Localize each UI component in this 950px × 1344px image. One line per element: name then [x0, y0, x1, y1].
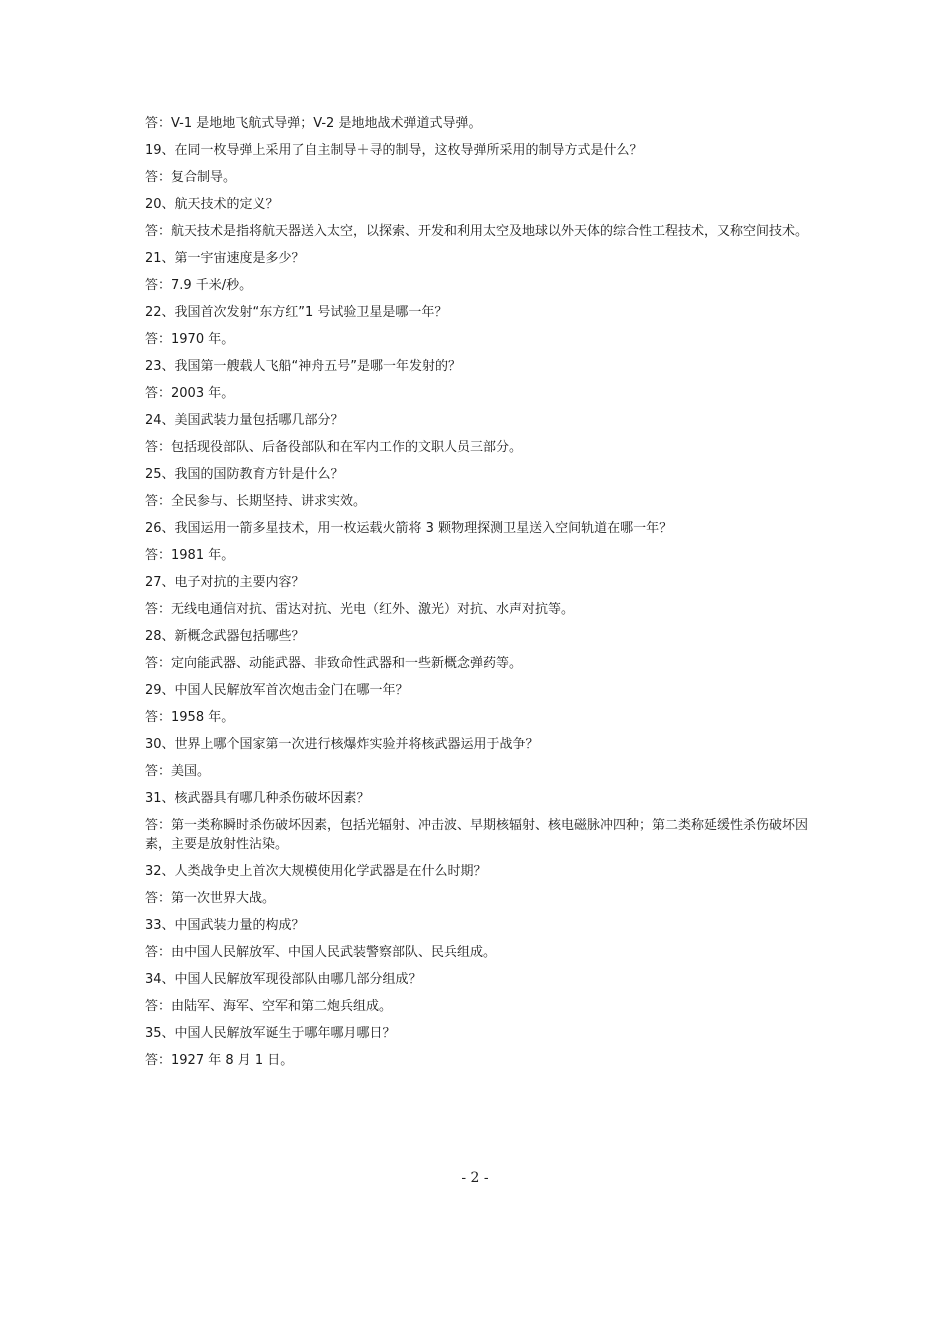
- answer-line: 答：2003 年。: [145, 386, 235, 401]
- answer-line: 答：全民参与、长期坚持、讲求实效。: [145, 494, 367, 509]
- answer-line: 答：1927 年 8 月 1 日。: [145, 1053, 294, 1068]
- answer-line: 答：1981 年。: [145, 548, 235, 563]
- question-line: 34、中国人民解放军现役部队由哪几部分组成？: [145, 972, 422, 987]
- page-number: - 2 -: [461, 1170, 489, 1186]
- answer-line: 答：定向能武器、动能武器、非致命性武器和一些新概念弹药等。: [145, 656, 523, 671]
- question-line: 30、世界上哪个国家第一次进行核爆炸实验并将核武器运用于战争？: [145, 737, 539, 752]
- question-line: 20、航天技术的定义？: [145, 197, 279, 212]
- answer-line: 答：无线电通信对抗、雷达对抗、光电（红外、激光）对抗、水声对抗等。: [145, 602, 575, 617]
- question-line: 31、核武器具有哪几种杀伤破坏因素？: [145, 791, 370, 806]
- question-line: 33、中国武装力量的构成？: [145, 918, 305, 933]
- answer-line: 答：包括现役部队、后备役部队和在军内工作的文职人员三部分。: [145, 440, 523, 455]
- answer-line: 答：美国。: [145, 764, 211, 779]
- answer-line: 答：由中国人民解放军、中国人民武装警察部队、民兵组成。: [145, 945, 497, 960]
- answer-line: 答：1958 年。: [145, 710, 235, 725]
- question-line: 22、我国首次发射“东方红”1 号试验卫星是哪一年？: [145, 305, 448, 320]
- question-line: 29、中国人民解放军首次炮击金门在哪一年？: [145, 683, 409, 698]
- question-line: 24、美国武装力量包括哪几部分？: [145, 413, 344, 428]
- question-line: 32、人类战争史上首次大规模使用化学武器是在什么时期？: [145, 864, 487, 879]
- answer-line: 答：V-1 是地地飞航式导弹；V-2 是地地战术弹道式导弹。: [145, 116, 482, 131]
- question-line: 27、电子对抗的主要内容？: [145, 575, 305, 590]
- answer-line: 答：1970 年。: [145, 332, 235, 347]
- answer-line: 答：第一次世界大战。: [145, 891, 276, 906]
- answer-line: 答：航天技术是指将航天器送入太空，以探索、开发和利用太空及地球以外天体的综合性工程技术，又称空间技术。: [145, 224, 809, 239]
- question-line: 23、我国第一艘载人飞船“神舟五号”是哪一年发射的？: [145, 359, 462, 374]
- question-line: 25、我国的国防教育方针是什么？: [145, 467, 344, 482]
- question-line: 35、中国人民解放军诞生于哪年哪月哪日？: [145, 1026, 396, 1041]
- answer-line: 答：7.9 千米/秒。: [145, 278, 253, 293]
- answer-line: 答：复合制导。: [145, 170, 237, 185]
- question-line: 26、我国运用一箭多星技术，用一枚运载火箭将 3 颗物理探测卫星送入空间轨道在哪一年？: [145, 521, 673, 536]
- question-line: 21、第一宇宙速度是多少？: [145, 251, 305, 266]
- question-line: 28、新概念武器包括哪些？: [145, 629, 305, 644]
- answer-line: 答：第一类称瞬时杀伤破坏因素，包括光辐射、冲击波、早期核辐射、核电磁脉冲四种；第二类称延缓性杀伤破坏因素，主要是放射性沾染。: [145, 818, 809, 852]
- document-body: [145, 114, 825, 1070]
- answer-line: 答：由陆军、海军、空军和第二炮兵组成。: [145, 999, 393, 1014]
- question-line: 19、在同一枚导弹上采用了自主制导＋寻的制导，这枚导弹所采用的制导方式是什么？: [145, 143, 643, 158]
